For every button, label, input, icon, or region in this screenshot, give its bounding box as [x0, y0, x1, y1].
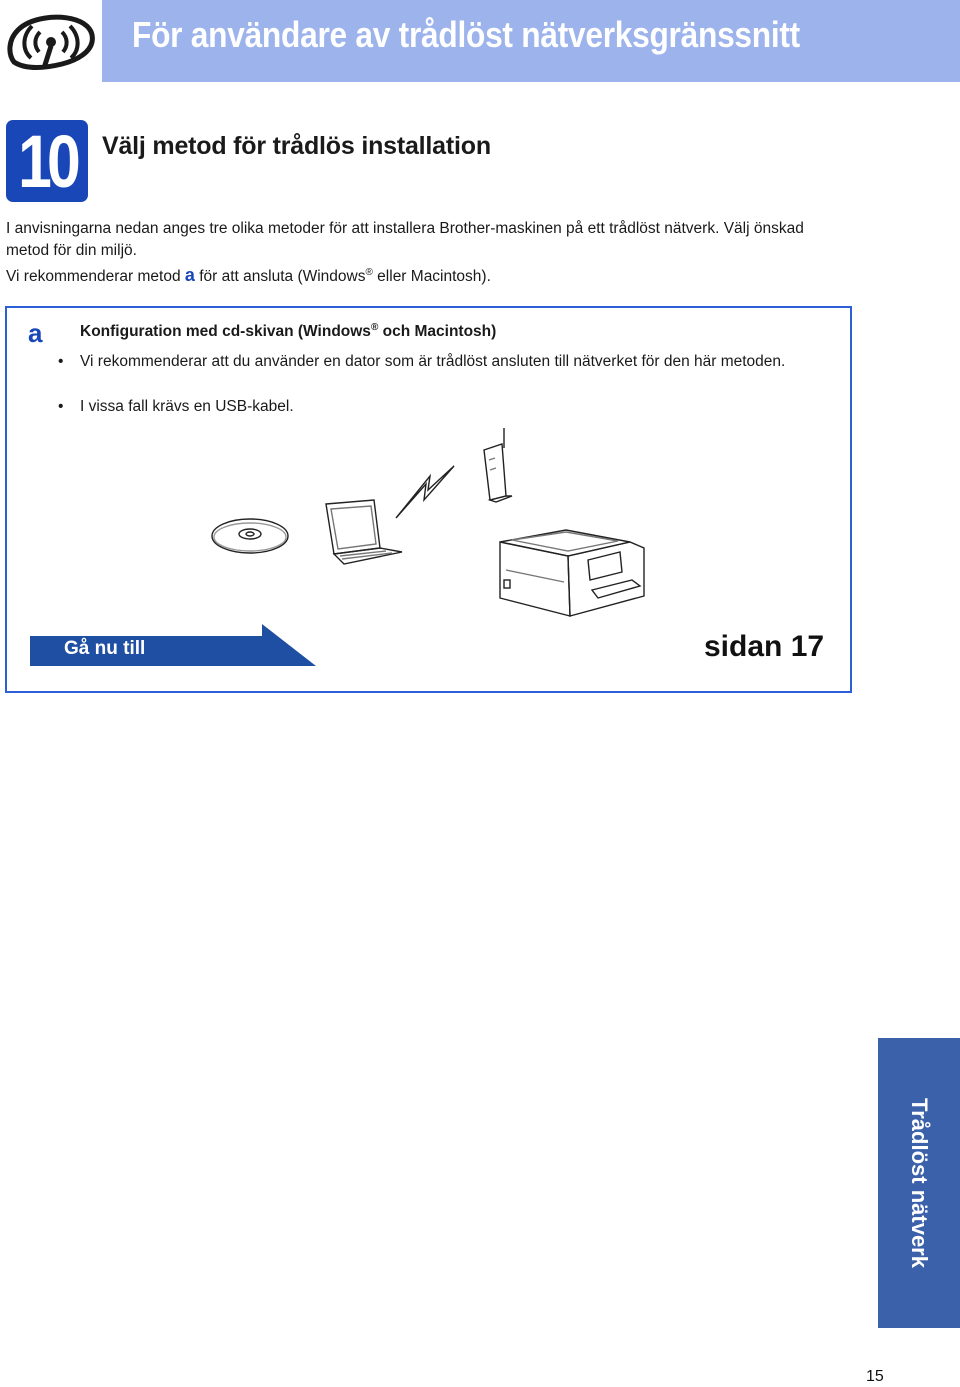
- intro-paragraph: I anvisningarna nedan anges tre olika metoder för att installera Brother-maskinen på ett trådlöst nätverk. Välj önskad metod för din miljö.: [6, 220, 804, 259]
- list-item-text: I vissa fall krävs en USB-kabel.: [80, 398, 294, 415]
- registered-mark: ®: [370, 321, 379, 333]
- chapter-side-tab: [878, 1038, 960, 1328]
- method-title-text: Konfiguration med cd-skivan (Windows: [80, 323, 371, 340]
- recommendation-text: för att ansluta (Windows: [194, 268, 366, 285]
- list-item-text: Vi rekommenderar att du använder en dator som är trådlöst ansluten till nätverket för den här metoden.: [80, 353, 786, 370]
- step-number-badge: [6, 120, 88, 202]
- step-number: 10: [18, 120, 76, 202]
- goto-page-link[interactable]: sidan 17: [704, 630, 825, 663]
- bullet-symbol: •: [58, 398, 64, 415]
- method-title-text: och Macintosh): [378, 323, 497, 340]
- printer-icon: [500, 530, 644, 616]
- registered-mark: ®: [365, 266, 373, 278]
- goto-label: Gå nu till: [64, 638, 146, 659]
- cd-disc-icon: [212, 519, 288, 553]
- page-title: För användare av trådlöst nätverksgränssnitt: [132, 14, 800, 55]
- method-letter-inline: a: [184, 265, 195, 285]
- method-title: [80, 323, 496, 341]
- side-tab-label: Trådlöst nätverk: [907, 1098, 932, 1268]
- access-point-icon: [484, 428, 512, 502]
- method-letter: a: [28, 318, 43, 348]
- wireless-signal-icon: [396, 466, 454, 518]
- recommendation-text: eller Macintosh).: [372, 268, 491, 285]
- bullet-symbol: •: [58, 353, 64, 370]
- wireless-network-icon: [4, 10, 96, 72]
- step-title: Välj metod för trådlös installation: [102, 132, 491, 160]
- setup-illustration: [200, 420, 660, 620]
- laptop-icon: [326, 500, 402, 564]
- recommendation-paragraph: [6, 264, 846, 288]
- recommendation-text: Vi rekommenderar metod: [6, 268, 185, 285]
- page-number: 15: [866, 1368, 884, 1385]
